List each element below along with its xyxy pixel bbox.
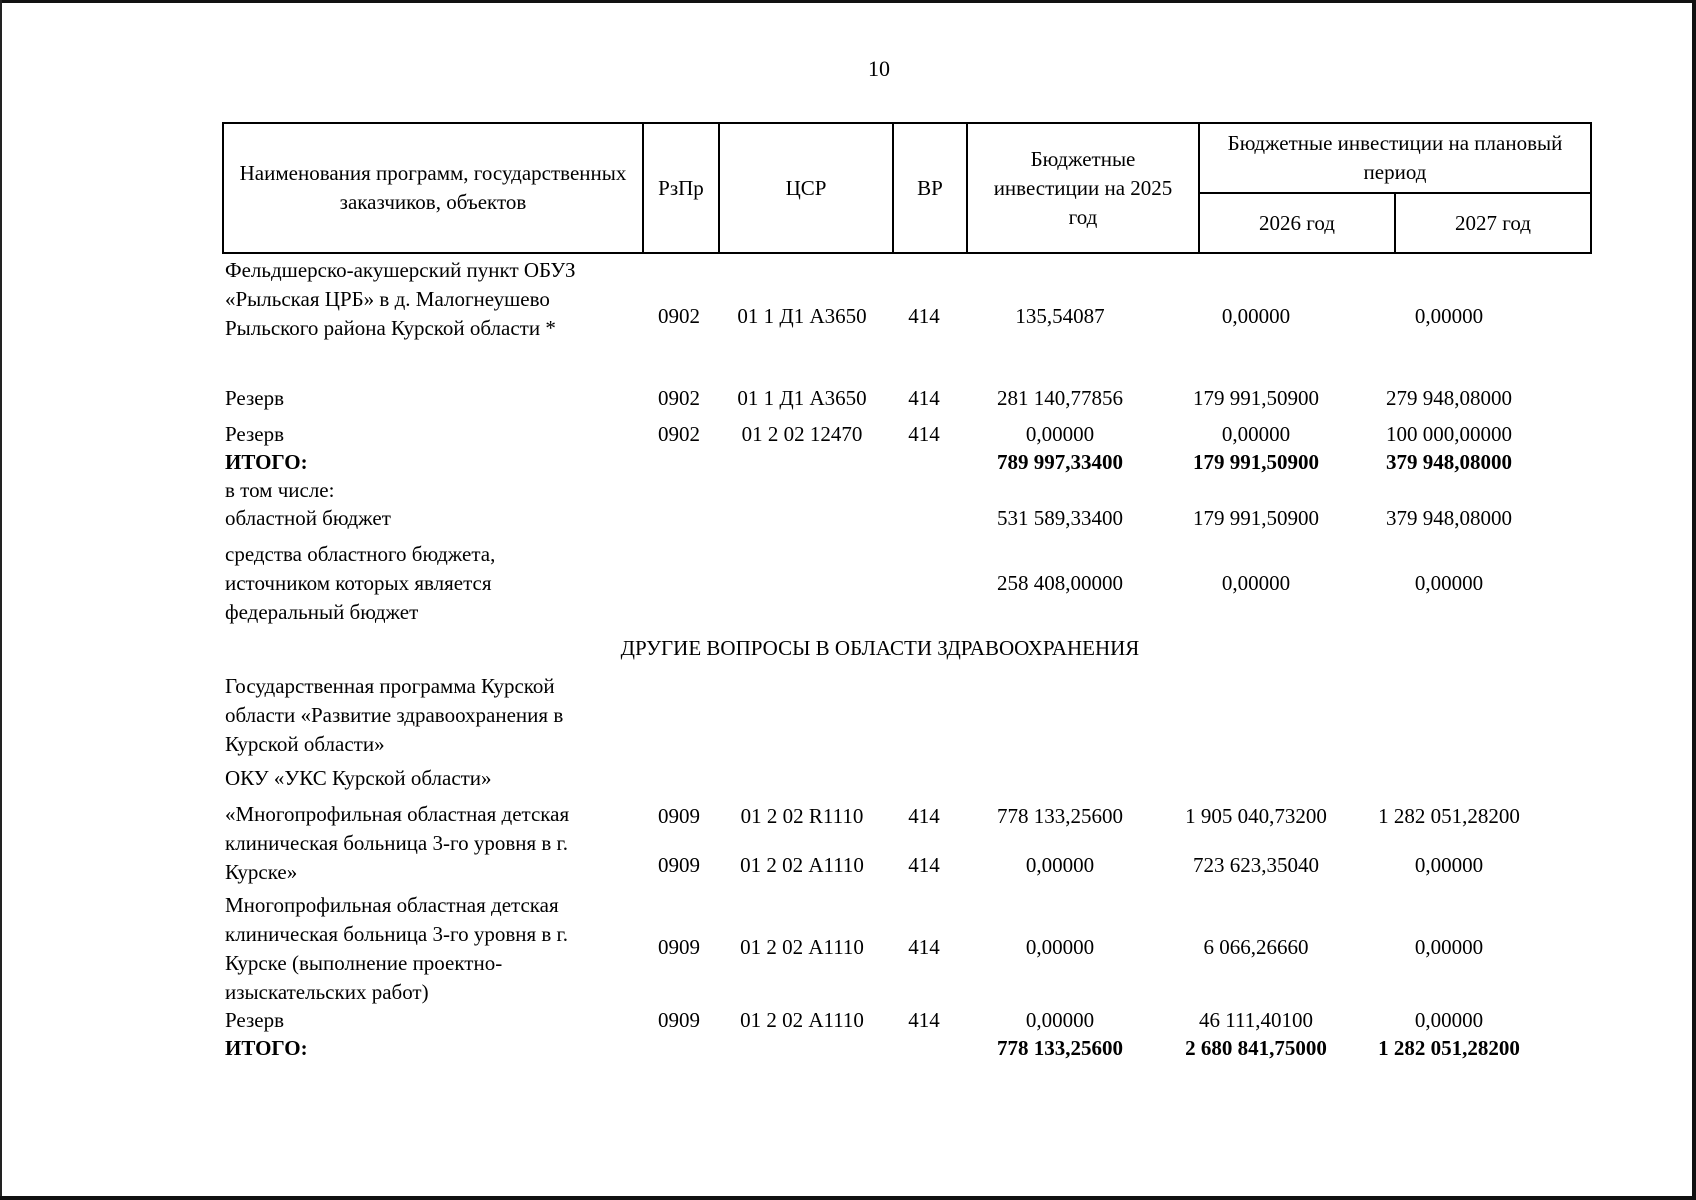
row-2027: 379 948,08000 [1386,506,1512,530]
row-name: Фельдшерско-акушерский пункт ОБУЗ «Рыльская ЦРБ» в д. Малогнеушево Рыльского района Курской области * [225,258,576,340]
row-2027: 0,00000 [1414,304,1484,328]
header-rzpr: РзПр [643,123,719,253]
row-2026: 1 905 040,73200 [1185,804,1327,828]
row-name: «Многопрофильная областная детская клиническая больница 3-го уровня в г. Курске» [225,802,570,884]
row-vr: 414 [908,422,940,446]
row-csr: 01 2 02 12470 [741,422,863,446]
row-rzpr: 0909 [658,853,700,877]
row-csr: 01 2 02 А1110 [740,1008,864,1032]
row-2027: 0,00000 [1414,853,1484,877]
row-2025: 778 133,25600 [997,804,1123,828]
row-2025: 531 589,33400 [997,506,1123,530]
row-csr: 01 2 02 А1110 [740,853,864,877]
row-2026: 0,00000 [1221,571,1291,595]
total-2027: 1 282 051,28200 [1378,1036,1520,1060]
row-2027: 279 948,08000 [1386,386,1512,410]
row-vr: 414 [908,935,940,959]
row-2026: 179 991,50900 [1193,386,1319,410]
row-rzpr: 0902 [658,304,700,328]
row-name: ОКУ «УКС Курской области» [225,766,492,790]
row-name: средства областного бюджета, источником которых является федеральный бюджет [225,542,496,624]
row-rzpr: 0909 [658,804,700,828]
page-border-top [0,0,1696,3]
row-rzpr: 0909 [658,935,700,959]
row-name: Государственная программа Курской области «Развитие здравоохранения в Курской области» [225,674,564,756]
row-csr: 01 1 Д1 А3650 [737,386,867,410]
row-name: Резерв [225,386,285,410]
row-2026: 0,00000 [1221,422,1291,446]
total-label: ИТОГО: [225,450,308,474]
row-2026: 46 111,40100 [1199,1008,1313,1032]
row-csr: 01 1 Д1 А3650 [737,304,867,328]
header-planned-period: Бюджетные инвестиции на плановый период [1199,123,1591,193]
total-2026: 179 991,50900 [1193,450,1319,474]
row-2025: 135,54087 [1015,304,1105,328]
row-rzpr: 0909 [658,1008,700,1032]
total-label: ИТОГО: [225,1036,308,1060]
total-2025: 778 133,25600 [997,1036,1123,1060]
row-2027: 0,00000 [1414,935,1484,959]
row-vr: 414 [908,304,940,328]
row-2027: 0,00000 [1414,1008,1484,1032]
row-name: Многопрофильная областная детская клиническая больница 3-го уровня в г. Курске (выполнение проектно-изыскательских работ) [225,893,569,1004]
table-header [222,122,1592,254]
header-2027: 2027 год [1395,193,1591,253]
row-rzpr: 0902 [658,386,700,410]
row-2025: 258 408,00000 [997,571,1123,595]
row-name: Резерв [225,422,285,446]
header-name: Наименования программ, государственных заказчиков, объектов [223,123,643,253]
total-2027: 379 948,08000 [1386,450,1512,474]
row-2027: 100 000,00000 [1386,422,1512,446]
section-title: ДРУГИЕ ВОПРОСЫ В ОБЛАСТИ ЗДРАВООХРАНЕНИЯ [620,636,1140,660]
page-number: 10 [868,56,890,81]
row-2027: 0,00000 [1414,571,1484,595]
including-label: в том числе: [225,478,335,502]
row-csr: 01 2 02 R1110 [740,804,864,828]
row-vr: 414 [908,1008,940,1032]
row-2025: 0,00000 [1025,935,1095,959]
row-2025: 0,00000 [1025,422,1095,446]
page-border-left [0,0,2,1200]
header-vr: ВР [893,123,967,253]
row-2025: 0,00000 [1025,853,1095,877]
row-vr: 414 [908,853,940,877]
row-name: областной бюджет [225,506,391,530]
row-2026: 723 623,35040 [1193,853,1319,877]
row-vr: 414 [908,804,940,828]
row-vr: 414 [908,386,940,410]
row-2025: 0,00000 [1025,1008,1095,1032]
row-2026: 0,00000 [1221,304,1291,328]
total-2025: 789 997,33400 [997,450,1123,474]
page-border-right [1692,0,1696,1200]
row-csr: 01 2 02 А1110 [740,935,864,959]
row-2026: 179 991,50900 [1193,506,1319,530]
total-2026: 2 680 841,75000 [1185,1036,1327,1060]
header-2026: 2026 год [1199,193,1395,253]
header-csr: ЦСР [719,123,893,253]
row-2025: 281 140,77856 [997,386,1123,410]
page-border-bottom [0,1196,1696,1200]
row-rzpr: 0902 [658,422,700,446]
row-2026: 6 066,26660 [1203,935,1309,959]
row-name: Резерв [225,1008,285,1032]
row-2027: 1 282 051,28200 [1378,804,1520,828]
header-invest-2025: Бюджетные инвестиции на 2025 год [967,123,1199,253]
